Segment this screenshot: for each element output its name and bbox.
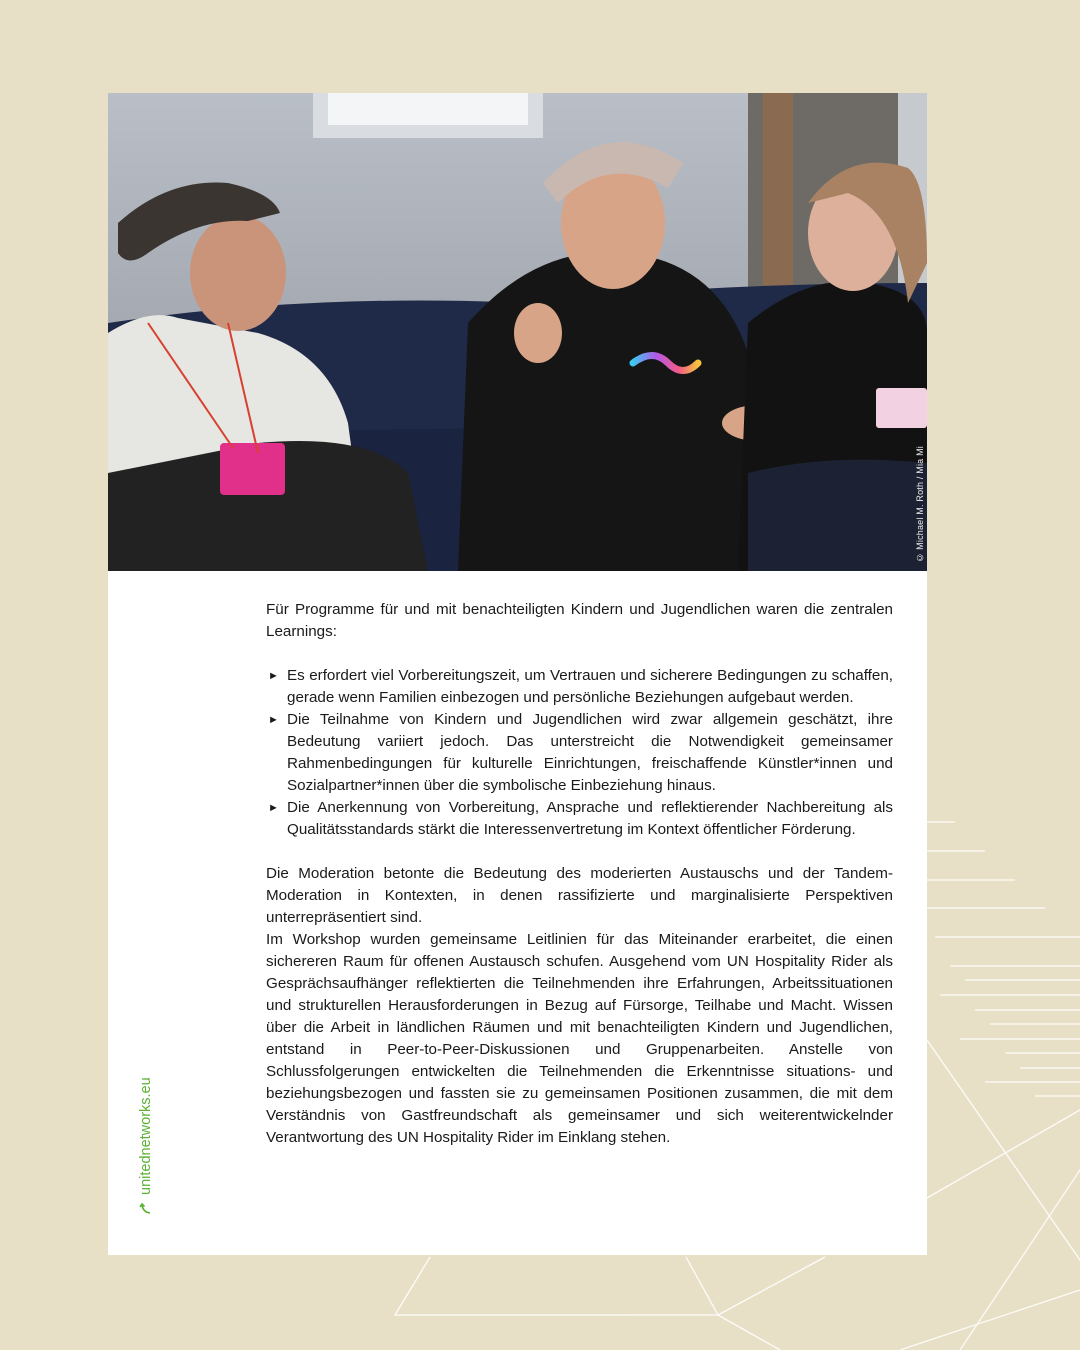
photo-credit: © Michael M. Roth / Mia Mi bbox=[915, 446, 925, 563]
workshop-photo bbox=[108, 93, 927, 571]
intro-paragraph: Für Programme für und mit benachteiligten Kindern und Jugendlichen waren die zentralen Learnings: bbox=[266, 601, 893, 640]
workshop-paragraph: Im Workshop wurden gemeinsame Leitlinien für das Miteinander erarbeitet, die einen sichereren Raum für offenen Austausch schufen. Ausgehend vom UN Hospitality Rider als Gesprächsaufhänger reflektierten die Teilnehmenden ihre Erfahrungen, Arbeitssituationen und strukturellen Herausforderungen in Bezug auf Fürsorge, Teilhabe und Macht. Wissen über die Arbeit in ländlichen Räumen und mit benachteiligten Kindern und Jugendlichen, entstand in Peer-to-Peer-Diskussionen und Gruppenarbeiten. Anstelle von Schlussfolgerungen entwickelten die Teilnehmenden die Erkenntnisse situations- und beziehungsbezogen und fassten sie zu gemeinsamen Positionen zusammen, die mit dem Verständnis von Gastfreundschaft als gemeinsamer und sich weiterentwickelnder Verantwortung des UN Hospitality Rider im Einklang stehen. bbox=[266, 931, 893, 1146]
bullet-arrow-icon: ► bbox=[268, 670, 279, 682]
list-item-text: Es erfordert viel Vorbereitungszeit, um Vertrauen und sicherere Bedingungen zu schaffen, gerade wenn Familien einbezogen und persönliche Beziehungen aufgebaut werden. bbox=[287, 667, 893, 706]
list-item bbox=[266, 665, 893, 709]
website-url: unitednetworks.eu bbox=[138, 1077, 154, 1195]
learnings-list bbox=[266, 665, 893, 841]
list-item-text: Die Anerkennung von Vorbereitung, Ansprache und reflektierender Nachbereitung als Qualitätsstandards stärkt die Interessenvertretung im Kontext öffentlicher Förderung. bbox=[287, 799, 893, 838]
arrow-logo-icon bbox=[139, 1201, 153, 1215]
list-item bbox=[266, 709, 893, 797]
list-item-text: Die Teilnahme von Kindern und Jugendlichen wird zwar allgemein geschätzt, ihre Bedeutung variiert jedoch. Das unterstreicht die Notwendigkeit gemeinsamer Rahmenbedingungen für kulturelle Einrichtungen, freischaffende Künstler*innen und Sozialpartner*innen über die symbolische Einbeziehung hinaus. bbox=[287, 711, 893, 794]
list-item bbox=[266, 797, 893, 841]
workshop-photo-illustration bbox=[108, 93, 927, 571]
website-link[interactable] bbox=[138, 1077, 154, 1215]
bullet-arrow-icon: ► bbox=[268, 802, 279, 814]
moderation-paragraph: Die Moderation betonte die Bedeutung des moderierten Austauschs und der Tandem-Moderation in Kontexten, in denen rassifizierte und marginalisierte Perspektiven unterrepräsentiert sind. bbox=[266, 865, 893, 926]
bullet-arrow-icon: ► bbox=[268, 714, 279, 726]
document-page bbox=[108, 93, 927, 1255]
article-body bbox=[266, 599, 893, 1149]
